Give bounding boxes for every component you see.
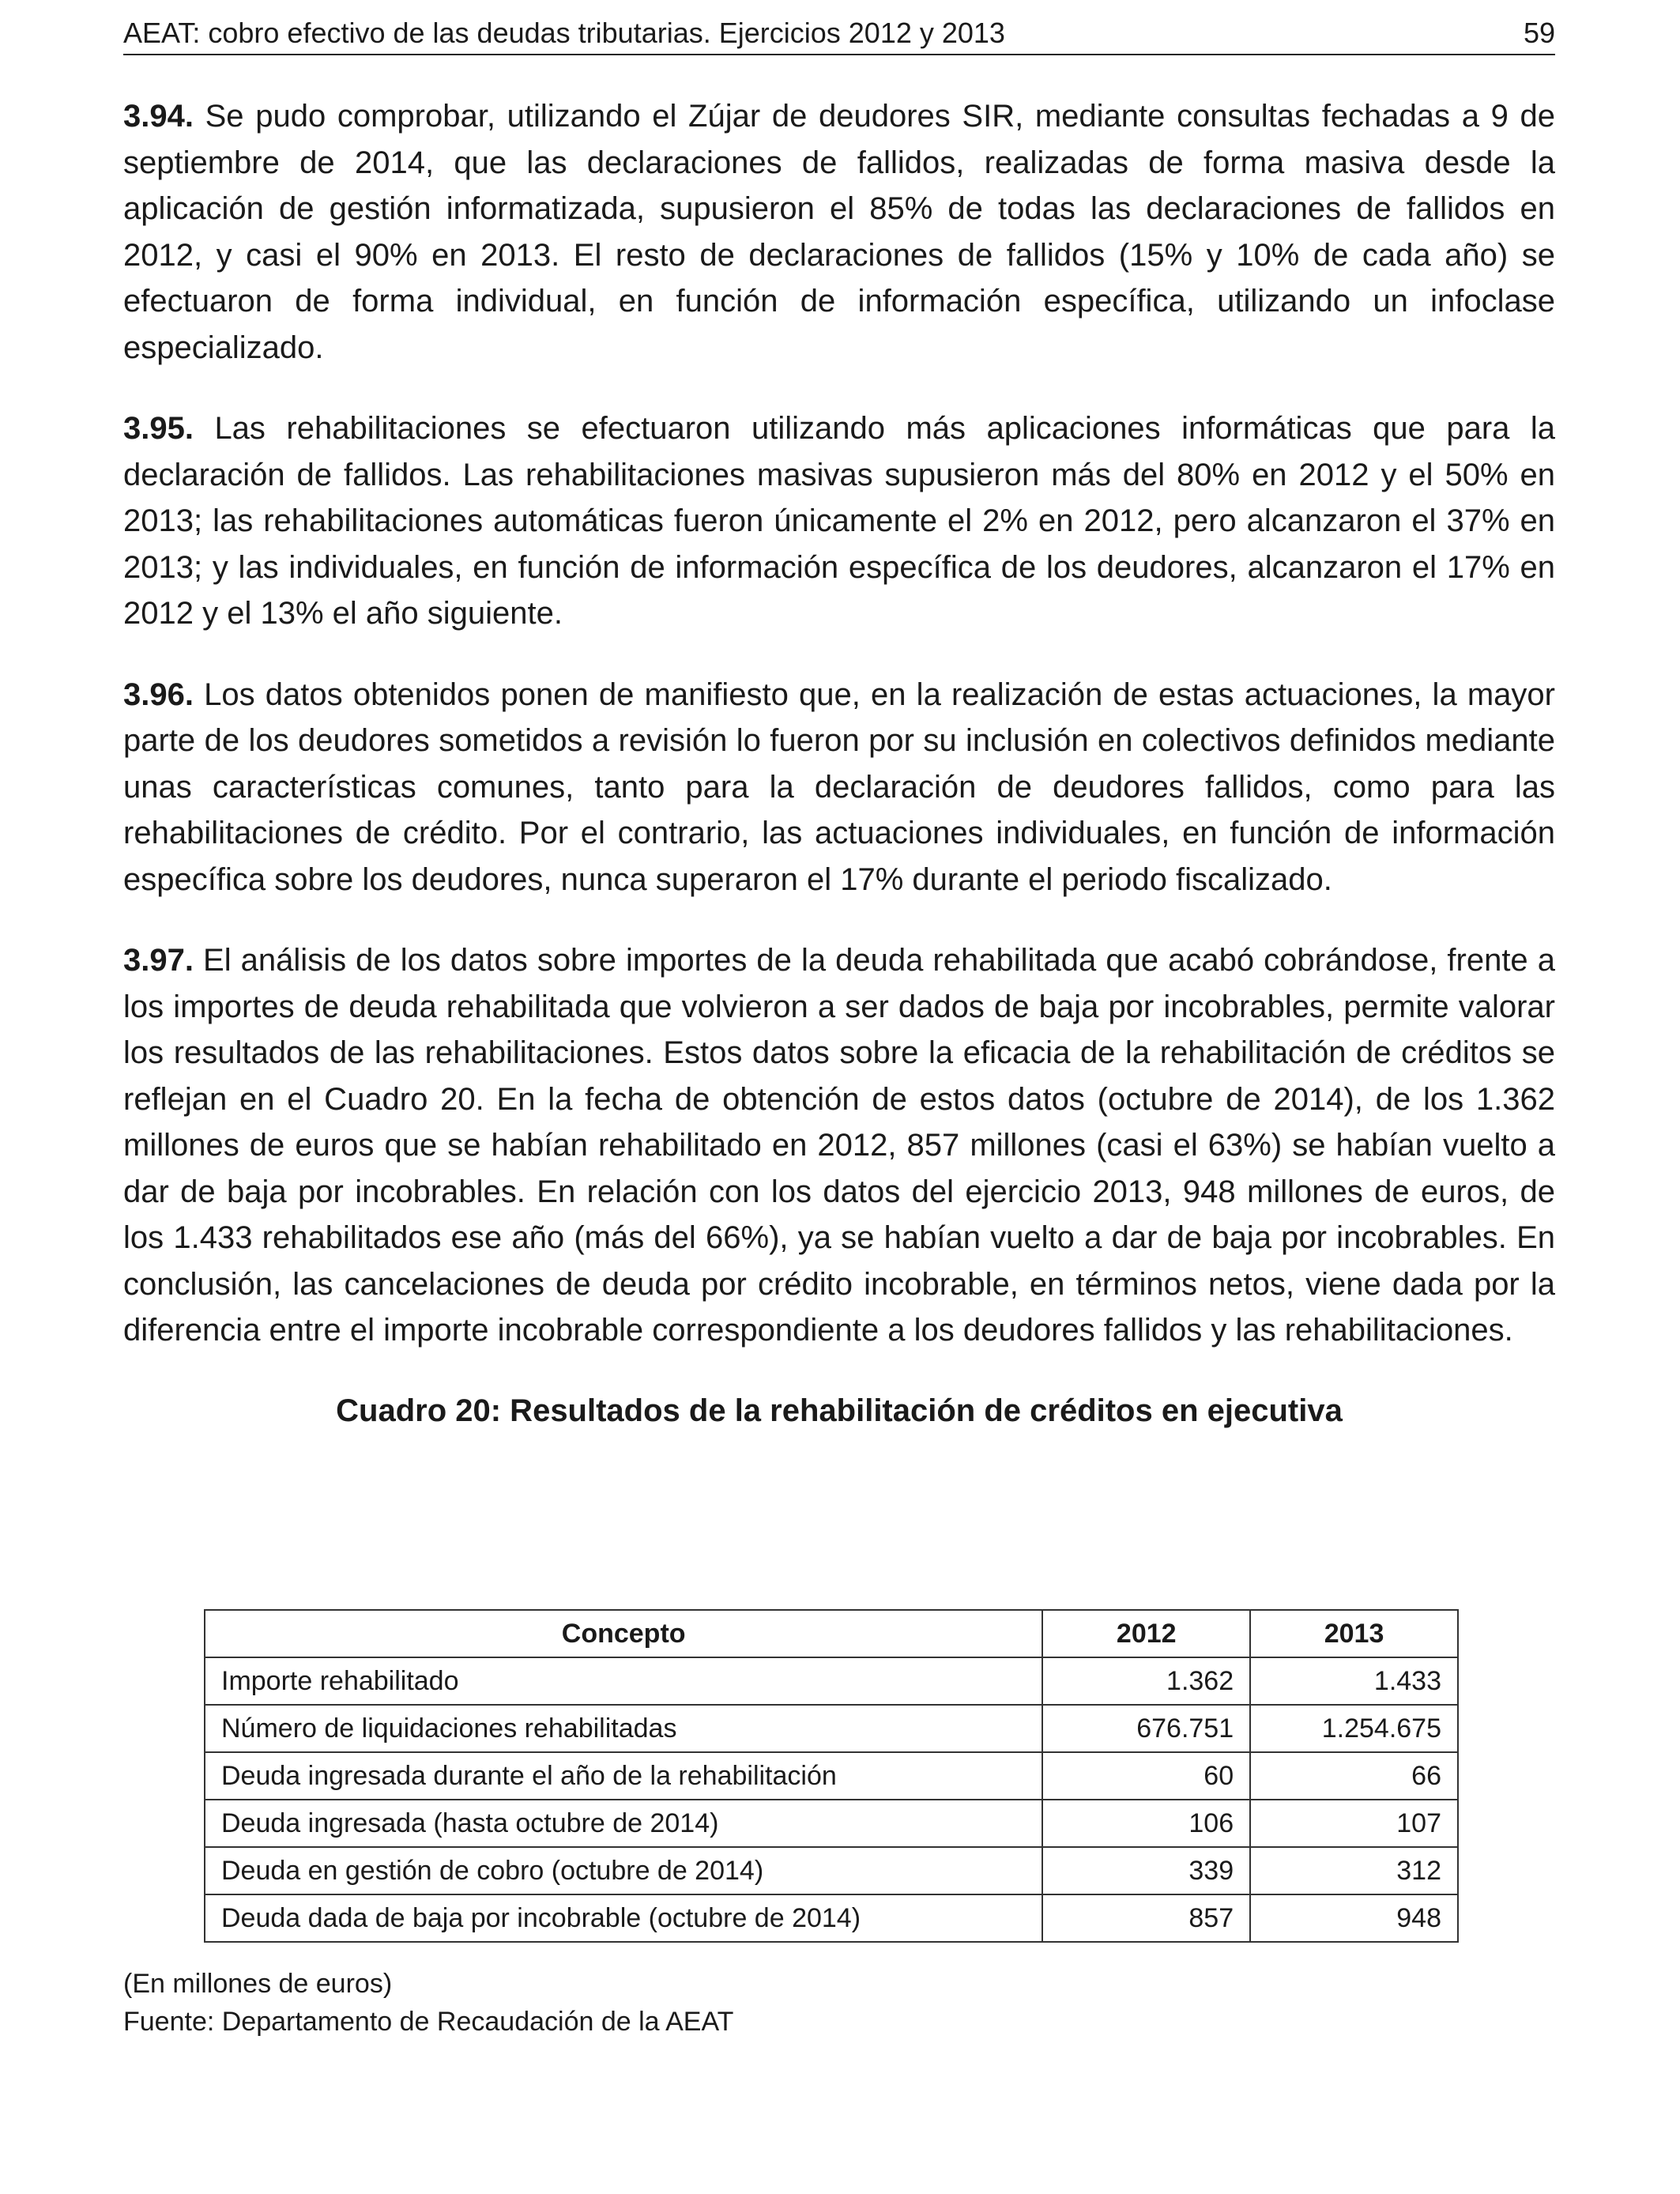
table-header-row — [205, 1610, 1458, 1657]
paragraph-3-96 — [123, 672, 1555, 903]
paragraph-3-97 — [123, 937, 1555, 1354]
value-2012: 60 — [1042, 1752, 1250, 1800]
paragraph-text: Las rehabilitaciones se efectuaron utilizando más aplicaciones informáticas que para la declaración de fallidos. Las rehabilitaciones masivas supusieron más del 80% en 2012 y el 50% en 2013; las rehabilitaciones automáticas fueron únicamente el 2% en 2012, pero alcanzaron el 37% en 2013; y las individuales, en función de información específica de los deudores, alcanzaron el 17% en 2012 y el 13% el año siguiente. — [123, 411, 1555, 631]
table-row — [205, 1752, 1458, 1800]
value-2012: 106 — [1042, 1800, 1250, 1847]
document-body — [123, 93, 1555, 1433]
source-note: Fuente: Departamento de Recaudación de la AEAT — [123, 2007, 734, 2037]
column-header-2013: 2013 — [1250, 1610, 1458, 1657]
table-row — [205, 1800, 1458, 1847]
value-2013: 107 — [1250, 1800, 1458, 1847]
paragraph-3-94 — [123, 93, 1555, 371]
paragraph-text: El análisis de los datos sobre importes de la deuda rehabilitada que acabó cobrándose, frente a los importes de deuda rehabilitada que volvieron a ser dados de baja por incobrables, permite valorar los resultados de las rehabilitaciones. Estos datos sobre la eficacia de la rehabilitación de créditos se reflejan en el Cuadro 20. En la fecha de obtención de estos datos (octubre de 2014), de los 1.362 millones de euros que se habían rehabilitado en 2012, 857 millones (casi el 63%) se habían vuelto a dar de baja por incobrables. En relación con los datos del ejercicio 2013, 948 millones de euros, de los 1.433 rehabilitados ese año (más del 66%), ya se habían vuelto a dar de baja por incobrables. En conclusión, las cancelaciones de deuda por crédito incobrable, en términos netos, viene dada por la diferencia entre el importe incobrable correspondiente a los deudores fallidos y las rehabilitaciones. — [123, 943, 1555, 1348]
page-header — [123, 17, 1555, 55]
row-label: Deuda ingresada durante el año de la rehabilitación — [205, 1752, 1042, 1800]
column-header-concepto: Concepto — [205, 1610, 1042, 1657]
row-label: Deuda en gestión de cobro (octubre de 2014) — [205, 1847, 1042, 1894]
paragraph-number: 3.95. — [123, 411, 194, 446]
value-2012: 339 — [1042, 1847, 1250, 1894]
units-note: (En millones de euros) — [123, 1969, 393, 1999]
paragraph-text: Los datos obtenidos ponen de manifiesto que, en la realización de estas actuaciones, la mayor parte de los deudores sometidos a revisión lo fueron por su inclusión en colectivos definidos mediante unas características comunes, tanto para la declaración de deudores fallidos, como para las rehabilitaciones de crédito. Por el contrario, las actuaciones individuales, en función de información específica sobre los deudores, nunca superaron el 17% durante el periodo fiscalizado. — [123, 677, 1555, 897]
table-notes — [123, 1965, 733, 2041]
paragraph-number: 3.96. — [123, 677, 194, 712]
document-title: AEAT: cobro efectivo de las deudas tributarias. Ejercicios 2012 y 2013 — [123, 17, 1005, 49]
value-2013: 1.254.675 — [1250, 1705, 1458, 1752]
table-title: Cuadro 20: Resultados de la rehabilitación de créditos en ejecutiva — [336, 1393, 1343, 1428]
value-2013: 66 — [1250, 1752, 1458, 1800]
table-row — [205, 1847, 1458, 1894]
value-2013: 948 — [1250, 1894, 1458, 1942]
value-2012: 676.751 — [1042, 1705, 1250, 1752]
row-label: Deuda dada de baja por incobrable (octubre de 2014) — [205, 1894, 1042, 1942]
paragraph-text: Se pudo comprobar, utilizando el Zújar de deudores SIR, mediante consultas fechadas a 9 de septiembre de 2014, que las declaraciones de fallidos, realizadas de forma masiva desde la aplicación de gestión informatizada, supusieron el 85% de todas las declaraciones de fallidos en 2012, y casi el 90% en 2013. El resto de declaraciones de fallidos (15% y 10% de cada año) se efectuaron de forma individual, en función de información específica, utilizando un infoclase especializado. — [123, 99, 1555, 365]
paragraph-3-95 — [123, 405, 1555, 637]
paragraph-number: 3.94. — [123, 99, 194, 134]
value-2013: 1.433 — [1250, 1657, 1458, 1705]
value-2012: 1.362 — [1042, 1657, 1250, 1705]
value-2013: 312 — [1250, 1847, 1458, 1894]
table-row — [205, 1894, 1458, 1942]
results-table — [204, 1609, 1459, 1943]
row-label: Deuda ingresada (hasta octubre de 2014) — [205, 1800, 1042, 1847]
page-number: 59 — [1523, 17, 1555, 49]
table-row — [205, 1657, 1458, 1705]
paragraph-number: 3.97. — [123, 943, 194, 978]
row-label: Importe rehabilitado — [205, 1657, 1042, 1705]
column-header-2012: 2012 — [1042, 1610, 1250, 1657]
value-2012: 857 — [1042, 1894, 1250, 1942]
table-row — [205, 1705, 1458, 1752]
row-label: Número de liquidaciones rehabilitadas — [205, 1705, 1042, 1752]
